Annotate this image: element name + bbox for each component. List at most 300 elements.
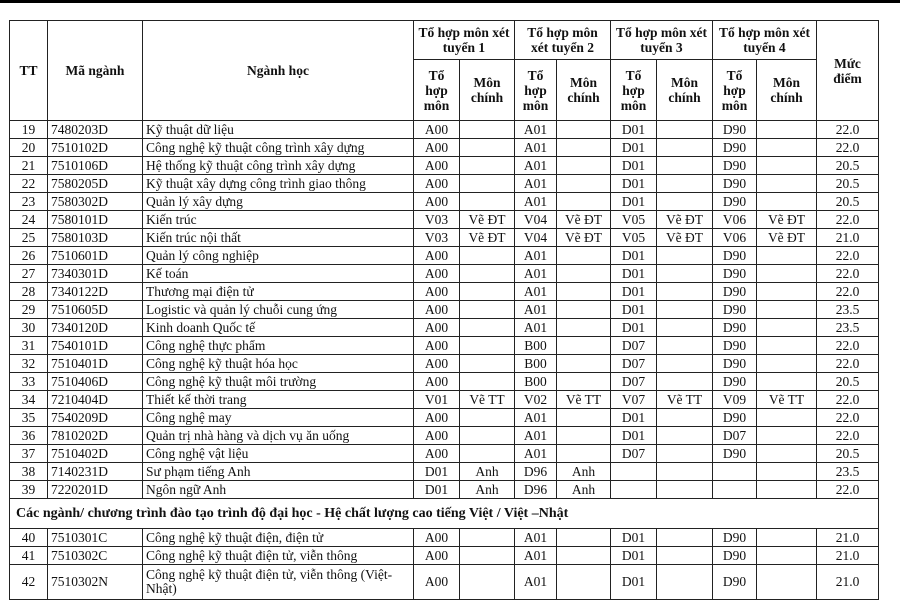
row-code: 7580205D xyxy=(48,175,143,193)
row-to-hop-1: A00 xyxy=(414,337,460,355)
row-score: 22.0 xyxy=(817,211,879,229)
table-row xyxy=(10,175,879,193)
row-to-hop-2: A01 xyxy=(515,265,557,283)
row-mon-chinh-2 xyxy=(557,265,611,283)
row-to-hop-4: D90 xyxy=(713,157,757,175)
row-name: Công nghệ kỹ thuật điện, điện tử xyxy=(143,529,414,547)
row-to-hop-2: A01 xyxy=(515,409,557,427)
row-name: Quản lý xây dựng xyxy=(143,193,414,211)
row-name: Công nghệ kỹ thuật môi trường xyxy=(143,373,414,391)
row-mon-chinh-3 xyxy=(657,193,713,211)
table-row xyxy=(10,337,879,355)
header-muc-diem: Mức điểm xyxy=(817,21,879,121)
row-tt: 33 xyxy=(10,373,48,391)
row-to-hop-4: D90 xyxy=(713,565,757,600)
row-code: 7810202D xyxy=(48,427,143,445)
row-tt: 39 xyxy=(10,481,48,499)
row-to-hop-2: V02 xyxy=(515,391,557,409)
row-mon-chinh-3 xyxy=(657,373,713,391)
row-mon-chinh-2 xyxy=(557,355,611,373)
row-mon-chinh-4: Vẽ ĐT xyxy=(757,211,817,229)
row-to-hop-3: D07 xyxy=(611,355,657,373)
header-nganh-hoc: Ngành học xyxy=(143,21,414,121)
row-name: Công nghệ vật liệu xyxy=(143,445,414,463)
row-to-hop-3: D07 xyxy=(611,445,657,463)
row-name: Công nghệ kỹ thuật điện tử, viễn thông xyxy=(143,547,414,565)
row-score: 23.5 xyxy=(817,319,879,337)
row-name: Kỹ thuật xây dựng công trình giao thông xyxy=(143,175,414,193)
row-to-hop-2: V04 xyxy=(515,229,557,247)
row-to-hop-4: D90 xyxy=(713,547,757,565)
row-tt: 32 xyxy=(10,355,48,373)
row-tt: 36 xyxy=(10,427,48,445)
row-mon-chinh-2 xyxy=(557,319,611,337)
row-mon-chinh-2 xyxy=(557,157,611,175)
row-mon-chinh-4 xyxy=(757,193,817,211)
row-mon-chinh-3 xyxy=(657,547,713,565)
row-mon-chinh-3 xyxy=(657,319,713,337)
row-to-hop-3: D01 xyxy=(611,283,657,301)
row-score: 22.0 xyxy=(817,337,879,355)
header-to-hop-3: Tổ hợp môn xyxy=(611,60,657,121)
row-code: 7580302D xyxy=(48,193,143,211)
row-name: Công nghệ kỹ thuật điện tử, viễn thông (Việt-Nhật) xyxy=(143,565,414,600)
row-to-hop-4: D07 xyxy=(713,427,757,445)
row-name: Công nghệ may xyxy=(143,409,414,427)
table-row xyxy=(10,211,879,229)
row-score: 23.5 xyxy=(817,463,879,481)
row-mon-chinh-2 xyxy=(557,547,611,565)
row-score: 22.0 xyxy=(817,121,879,139)
row-mon-chinh-4 xyxy=(757,463,817,481)
row-to-hop-2: B00 xyxy=(515,337,557,355)
row-score: 22.0 xyxy=(817,391,879,409)
row-mon-chinh-3 xyxy=(657,445,713,463)
row-score: 22.0 xyxy=(817,481,879,499)
row-mon-chinh-2 xyxy=(557,193,611,211)
row-tt: 30 xyxy=(10,319,48,337)
row-to-hop-1: V03 xyxy=(414,211,460,229)
row-to-hop-4: D90 xyxy=(713,283,757,301)
row-mon-chinh-4 xyxy=(757,445,817,463)
row-to-hop-4: D90 xyxy=(713,139,757,157)
row-mon-chinh-3 xyxy=(657,139,713,157)
row-to-hop-4: D90 xyxy=(713,355,757,373)
row-mon-chinh-4 xyxy=(757,565,817,600)
row-to-hop-1: A00 xyxy=(414,247,460,265)
row-mon-chinh-3: Vẽ ĐT xyxy=(657,229,713,247)
table-row xyxy=(10,463,879,481)
row-mon-chinh-2: Vẽ ĐT xyxy=(557,211,611,229)
table-row xyxy=(10,139,879,157)
row-mon-chinh-1 xyxy=(460,247,515,265)
row-mon-chinh-2 xyxy=(557,247,611,265)
row-code: 7540101D xyxy=(48,337,143,355)
table-row xyxy=(10,355,879,373)
row-to-hop-4: D90 xyxy=(713,319,757,337)
row-to-hop-2: V04 xyxy=(515,211,557,229)
row-tt: 25 xyxy=(10,229,48,247)
table-row xyxy=(10,445,879,463)
row-score: 22.0 xyxy=(817,283,879,301)
row-name: Kinh doanh Quốc tế xyxy=(143,319,414,337)
row-to-hop-3: D01 xyxy=(611,193,657,211)
header-to-hop-1: Tổ hợp môn xyxy=(414,60,460,121)
row-tt: 21 xyxy=(10,157,48,175)
row-code: 7510601D xyxy=(48,247,143,265)
header-to-hop-2: Tổ hợp môn xyxy=(515,60,557,121)
row-to-hop-1: A00 xyxy=(414,373,460,391)
row-to-hop-4: D90 xyxy=(713,265,757,283)
header-to-hop-4: Tổ hợp môn xyxy=(713,60,757,121)
row-mon-chinh-4 xyxy=(757,157,817,175)
row-mon-chinh-4 xyxy=(757,175,817,193)
row-mon-chinh-1 xyxy=(460,337,515,355)
row-to-hop-1: A00 xyxy=(414,565,460,600)
row-to-hop-3: D01 xyxy=(611,157,657,175)
row-to-hop-4: V06 xyxy=(713,229,757,247)
row-to-hop-3: D01 xyxy=(611,319,657,337)
row-to-hop-4: V06 xyxy=(713,211,757,229)
row-mon-chinh-2 xyxy=(557,121,611,139)
row-to-hop-4: D90 xyxy=(713,529,757,547)
row-mon-chinh-1 xyxy=(460,319,515,337)
row-code: 7340301D xyxy=(48,265,143,283)
row-score: 22.0 xyxy=(817,409,879,427)
row-mon-chinh-3 xyxy=(657,427,713,445)
row-code: 7580101D xyxy=(48,211,143,229)
row-mon-chinh-3 xyxy=(657,157,713,175)
row-code: 7340120D xyxy=(48,319,143,337)
table-row xyxy=(10,157,879,175)
row-mon-chinh-2: Vẽ ĐT xyxy=(557,229,611,247)
row-name: Logistic và quản lý chuỗi cung ứng xyxy=(143,301,414,319)
row-to-hop-4: D90 xyxy=(713,337,757,355)
row-to-hop-3: D01 xyxy=(611,139,657,157)
table-body-high-quality xyxy=(10,529,879,600)
row-name: Thương mại điện tử xyxy=(143,283,414,301)
header-mon-chinh-4: Môn chính xyxy=(757,60,817,121)
row-to-hop-3: D01 xyxy=(611,547,657,565)
row-tt: 29 xyxy=(10,301,48,319)
row-code: 7510401D xyxy=(48,355,143,373)
row-tt: 20 xyxy=(10,139,48,157)
row-mon-chinh-4 xyxy=(757,121,817,139)
row-mon-chinh-4 xyxy=(757,337,817,355)
row-to-hop-3: D01 xyxy=(611,427,657,445)
header-ma-nganh: Mã ngành xyxy=(48,21,143,121)
table-row xyxy=(10,481,879,499)
row-to-hop-1: V03 xyxy=(414,229,460,247)
row-to-hop-4: D90 xyxy=(713,409,757,427)
row-name: Công nghệ kỹ thuật hóa học xyxy=(143,355,414,373)
row-name: Kế toán xyxy=(143,265,414,283)
row-mon-chinh-1 xyxy=(460,301,515,319)
row-score: 23.5 xyxy=(817,301,879,319)
row-mon-chinh-1 xyxy=(460,265,515,283)
row-to-hop-1: A00 xyxy=(414,547,460,565)
row-to-hop-4: D90 xyxy=(713,301,757,319)
row-to-hop-1: A00 xyxy=(414,265,460,283)
row-mon-chinh-3 xyxy=(657,463,713,481)
row-tt: 34 xyxy=(10,391,48,409)
row-mon-chinh-2 xyxy=(557,427,611,445)
header-mon-chinh-1: Môn chính xyxy=(460,60,515,121)
row-score: 22.0 xyxy=(817,355,879,373)
row-to-hop-1: A00 xyxy=(414,409,460,427)
row-name: Kỹ thuật dữ liệu xyxy=(143,121,414,139)
row-mon-chinh-1 xyxy=(460,373,515,391)
row-to-hop-1: A00 xyxy=(414,445,460,463)
row-code: 7510302N xyxy=(48,565,143,600)
row-to-hop-1: A00 xyxy=(414,529,460,547)
row-name: Quản lý công nghiệp xyxy=(143,247,414,265)
row-to-hop-2: A01 xyxy=(515,565,557,600)
row-to-hop-2: A01 xyxy=(515,121,557,139)
row-to-hop-2: A01 xyxy=(515,427,557,445)
row-to-hop-1: A00 xyxy=(414,355,460,373)
row-code: 7510406D xyxy=(48,373,143,391)
row-name: Kiến trúc nội thất xyxy=(143,229,414,247)
table-row xyxy=(10,301,879,319)
row-mon-chinh-3 xyxy=(657,565,713,600)
header-group-4: Tổ hợp môn xét tuyển 4 xyxy=(713,21,817,60)
row-code: 7140231D xyxy=(48,463,143,481)
row-score: 20.5 xyxy=(817,175,879,193)
table-row xyxy=(10,547,879,565)
row-mon-chinh-3 xyxy=(657,247,713,265)
row-score: 22.0 xyxy=(817,247,879,265)
row-to-hop-2: A01 xyxy=(515,175,557,193)
row-mon-chinh-3 xyxy=(657,409,713,427)
row-to-hop-1: A00 xyxy=(414,427,460,445)
row-mon-chinh-3 xyxy=(657,337,713,355)
row-tt: 23 xyxy=(10,193,48,211)
row-mon-chinh-1 xyxy=(460,409,515,427)
row-to-hop-4: D90 xyxy=(713,193,757,211)
row-mon-chinh-1: Anh xyxy=(460,481,515,499)
row-mon-chinh-3 xyxy=(657,121,713,139)
row-mon-chinh-2 xyxy=(557,565,611,600)
table-row xyxy=(10,529,879,547)
row-mon-chinh-1: Vẽ ĐT xyxy=(460,211,515,229)
row-score: 20.5 xyxy=(817,373,879,391)
row-to-hop-4: D90 xyxy=(713,121,757,139)
row-to-hop-2: D96 xyxy=(515,463,557,481)
header-mon-chinh-2: Môn chính xyxy=(557,60,611,121)
row-to-hop-2: A01 xyxy=(515,529,557,547)
row-mon-chinh-2: Vẽ TT xyxy=(557,391,611,409)
table-row xyxy=(10,427,879,445)
row-score: 21.0 xyxy=(817,229,879,247)
row-mon-chinh-1 xyxy=(460,121,515,139)
row-to-hop-3: D01 xyxy=(611,565,657,600)
row-mon-chinh-2 xyxy=(557,301,611,319)
row-to-hop-1: A00 xyxy=(414,175,460,193)
row-name: Kiến trúc xyxy=(143,211,414,229)
row-mon-chinh-2 xyxy=(557,529,611,547)
row-to-hop-4: D90 xyxy=(713,445,757,463)
row-mon-chinh-4 xyxy=(757,529,817,547)
row-to-hop-3 xyxy=(611,463,657,481)
row-code: 7480203D xyxy=(48,121,143,139)
row-tt: 35 xyxy=(10,409,48,427)
row-tt: 27 xyxy=(10,265,48,283)
row-score: 22.0 xyxy=(817,139,879,157)
row-mon-chinh-2 xyxy=(557,373,611,391)
row-mon-chinh-3 xyxy=(657,301,713,319)
row-tt: 41 xyxy=(10,547,48,565)
row-to-hop-3: V05 xyxy=(611,211,657,229)
row-to-hop-1: A00 xyxy=(414,283,460,301)
row-tt: 38 xyxy=(10,463,48,481)
admission-score-table xyxy=(9,20,879,600)
table-row xyxy=(10,409,879,427)
row-mon-chinh-1 xyxy=(460,355,515,373)
row-score: 20.5 xyxy=(817,193,879,211)
row-tt: 37 xyxy=(10,445,48,463)
row-to-hop-1: V01 xyxy=(414,391,460,409)
row-mon-chinh-1 xyxy=(460,139,515,157)
row-code: 7510302C xyxy=(48,547,143,565)
row-to-hop-2: B00 xyxy=(515,355,557,373)
row-mon-chinh-1: Anh xyxy=(460,463,515,481)
row-to-hop-4: V09 xyxy=(713,391,757,409)
row-mon-chinh-3 xyxy=(657,283,713,301)
row-mon-chinh-3 xyxy=(657,175,713,193)
row-to-hop-4: D90 xyxy=(713,247,757,265)
row-code: 7580103D xyxy=(48,229,143,247)
row-mon-chinh-3 xyxy=(657,481,713,499)
row-mon-chinh-1 xyxy=(460,283,515,301)
row-score: 20.5 xyxy=(817,157,879,175)
row-code: 7340122D xyxy=(48,283,143,301)
row-tt: 24 xyxy=(10,211,48,229)
row-to-hop-3: D01 xyxy=(611,301,657,319)
row-name: Thiết kế thời trang xyxy=(143,391,414,409)
row-to-hop-3: D07 xyxy=(611,373,657,391)
row-to-hop-1: A00 xyxy=(414,193,460,211)
row-to-hop-2: B00 xyxy=(515,373,557,391)
row-mon-chinh-1 xyxy=(460,565,515,600)
row-to-hop-4 xyxy=(713,463,757,481)
row-mon-chinh-2 xyxy=(557,175,611,193)
row-to-hop-2: A01 xyxy=(515,301,557,319)
row-score: 21.0 xyxy=(817,529,879,547)
row-to-hop-1: A00 xyxy=(414,319,460,337)
table-row xyxy=(10,247,879,265)
row-mon-chinh-4 xyxy=(757,427,817,445)
row-tt: 19 xyxy=(10,121,48,139)
row-mon-chinh-4 xyxy=(757,247,817,265)
row-to-hop-2: A01 xyxy=(515,445,557,463)
row-mon-chinh-1 xyxy=(460,427,515,445)
table-row xyxy=(10,373,879,391)
row-mon-chinh-3: Vẽ TT xyxy=(657,391,713,409)
row-to-hop-2: A01 xyxy=(515,193,557,211)
row-code: 7510301C xyxy=(48,529,143,547)
row-tt: 26 xyxy=(10,247,48,265)
row-mon-chinh-1: Vẽ ĐT xyxy=(460,229,515,247)
row-mon-chinh-4: Vẽ TT xyxy=(757,391,817,409)
table-row xyxy=(10,283,879,301)
table-row xyxy=(10,319,879,337)
row-to-hop-3: D07 xyxy=(611,337,657,355)
row-mon-chinh-1 xyxy=(460,529,515,547)
row-mon-chinh-4 xyxy=(757,265,817,283)
row-mon-chinh-4: Vẽ ĐT xyxy=(757,229,817,247)
row-to-hop-2: A01 xyxy=(515,157,557,175)
row-code: 7510106D xyxy=(48,157,143,175)
row-mon-chinh-1 xyxy=(460,157,515,175)
row-mon-chinh-4 xyxy=(757,283,817,301)
header-mon-chinh-3: Môn chính xyxy=(657,60,713,121)
row-to-hop-4: D90 xyxy=(713,373,757,391)
row-mon-chinh-4 xyxy=(757,373,817,391)
row-mon-chinh-2: Anh xyxy=(557,481,611,499)
row-name: Quản trị nhà hàng và dịch vụ ăn uống xyxy=(143,427,414,445)
row-code: 7540209D xyxy=(48,409,143,427)
row-mon-chinh-4 xyxy=(757,409,817,427)
row-mon-chinh-2 xyxy=(557,337,611,355)
row-score: 20.5 xyxy=(817,445,879,463)
table-row xyxy=(10,229,879,247)
row-name: Công nghệ kỹ thuật công trình xây dựng xyxy=(143,139,414,157)
row-to-hop-3: D01 xyxy=(611,121,657,139)
row-mon-chinh-3 xyxy=(657,355,713,373)
row-to-hop-3: D01 xyxy=(611,409,657,427)
row-code: 7220201D xyxy=(48,481,143,499)
header-tt: TT xyxy=(10,21,48,121)
row-mon-chinh-1 xyxy=(460,547,515,565)
row-score: 21.0 xyxy=(817,547,879,565)
row-mon-chinh-1 xyxy=(460,445,515,463)
row-mon-chinh-2 xyxy=(557,445,611,463)
row-name: Công nghệ thực phẩm xyxy=(143,337,414,355)
header-group-3: Tổ hợp môn xét tuyển 3 xyxy=(611,21,713,60)
row-mon-chinh-4 xyxy=(757,547,817,565)
top-rule xyxy=(0,0,900,3)
row-tt: 40 xyxy=(10,529,48,547)
row-to-hop-2: A01 xyxy=(515,139,557,157)
row-name: Sư phạm tiếng Anh xyxy=(143,463,414,481)
header-group-1: Tổ hợp môn xét tuyển 1 xyxy=(414,21,515,60)
table-body-main xyxy=(10,121,879,499)
row-to-hop-4 xyxy=(713,481,757,499)
section-title: Các ngành/ chương trình đào tạo trình độ đại học - Hệ chất lượng cao tiếng Việt / Việt –Nhật xyxy=(10,499,879,529)
row-to-hop-3: D01 xyxy=(611,175,657,193)
row-mon-chinh-2 xyxy=(557,139,611,157)
row-to-hop-3: D01 xyxy=(611,265,657,283)
table-row xyxy=(10,565,879,600)
row-mon-chinh-2: Anh xyxy=(557,463,611,481)
row-score: 22.0 xyxy=(817,427,879,445)
row-mon-chinh-3 xyxy=(657,265,713,283)
row-score: 22.0 xyxy=(817,265,879,283)
header-group-2: Tổ hợp môn xét tuyển 2 xyxy=(515,21,611,60)
row-mon-chinh-2 xyxy=(557,283,611,301)
row-to-hop-3 xyxy=(611,481,657,499)
row-to-hop-2: D96 xyxy=(515,481,557,499)
row-mon-chinh-4 xyxy=(757,319,817,337)
row-to-hop-3: D01 xyxy=(611,529,657,547)
table-row xyxy=(10,391,879,409)
table-row xyxy=(10,121,879,139)
row-name: Hệ thống kỹ thuật công trình xây dựng xyxy=(143,157,414,175)
row-mon-chinh-4 xyxy=(757,139,817,157)
row-tt: 31 xyxy=(10,337,48,355)
row-mon-chinh-4 xyxy=(757,355,817,373)
